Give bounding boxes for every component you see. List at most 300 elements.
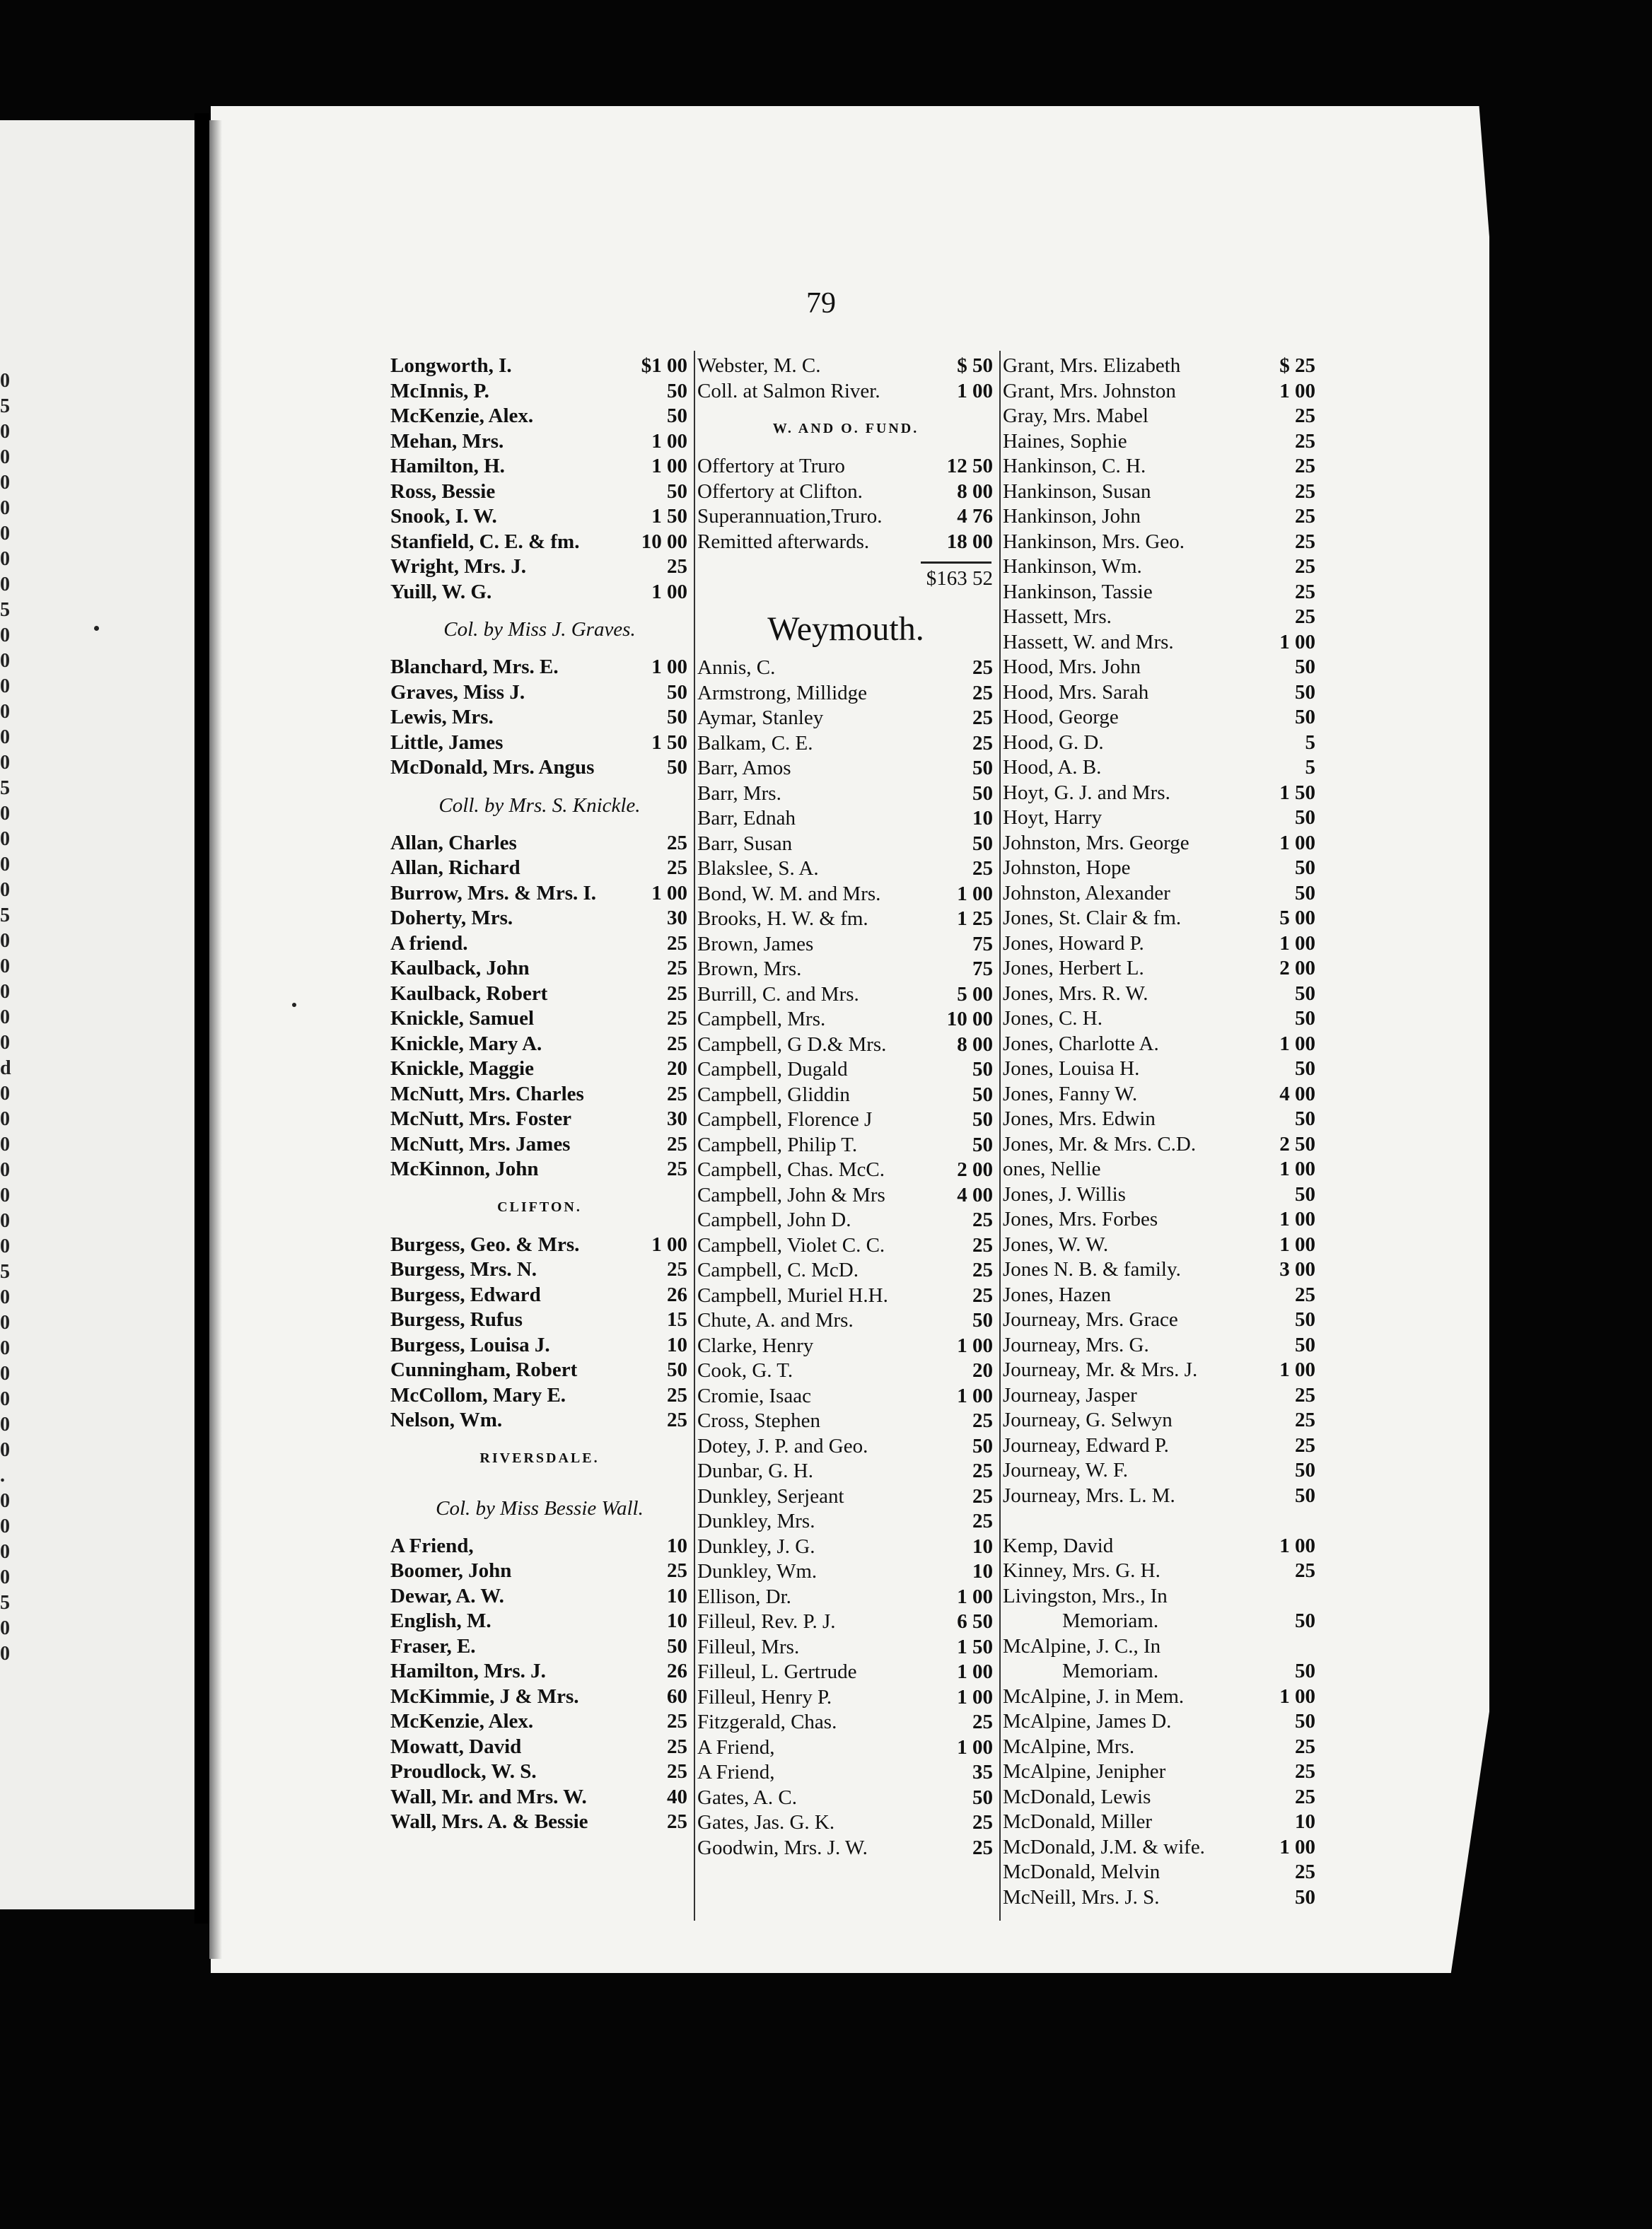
contributor-name: McAlpine, J. C., In bbox=[1003, 1634, 1161, 1658]
contribution-amount: 25 bbox=[667, 1158, 687, 1180]
contributor-name: Hood, Mrs. John bbox=[1003, 656, 1141, 678]
contribution-amount: 8 00 bbox=[957, 479, 993, 503]
list-item bbox=[697, 781, 994, 807]
contributor-name: Campbell, John & Mrs bbox=[697, 1183, 885, 1206]
left-page-digit: 0 bbox=[0, 548, 10, 570]
left-page-digit: 0 bbox=[0, 675, 10, 697]
contribution-amount: 25 bbox=[972, 1233, 993, 1257]
contributor-name: Hamilton, Mrs. J. bbox=[390, 1660, 546, 1682]
left-page-digit: 0 bbox=[0, 650, 10, 672]
contribution-amount: 10 bbox=[972, 1535, 993, 1558]
list-item bbox=[697, 454, 994, 479]
contribution-amount: 3 00 bbox=[1279, 1258, 1315, 1281]
list-item bbox=[697, 1358, 994, 1384]
list-item bbox=[390, 504, 689, 530]
column-divider bbox=[999, 351, 1001, 1921]
list-item bbox=[390, 1810, 689, 1835]
contributor-name: McAlpine, James D. bbox=[1003, 1710, 1172, 1733]
contributor-name: Hood, G. D. bbox=[1003, 731, 1104, 754]
left-page-digit: 0 bbox=[0, 1617, 10, 1639]
left-page-digit: 0 bbox=[0, 752, 10, 774]
left-page-digit: 0 bbox=[0, 1006, 10, 1028]
contribution-amount: 50 bbox=[667, 680, 687, 704]
list-item bbox=[1003, 1634, 1317, 1660]
contribution-amount: 4 76 bbox=[957, 505, 993, 528]
contribution-amount: 1 25 bbox=[957, 907, 993, 930]
list-item bbox=[1003, 1860, 1317, 1885]
left-page-digit: 0 bbox=[0, 1566, 10, 1588]
contributor-name: Filleul, Rev. P. J. bbox=[697, 1610, 836, 1633]
left-page-digit: 0 bbox=[0, 1235, 10, 1257]
list-item bbox=[1003, 956, 1317, 982]
left-page-digit: 0 bbox=[0, 421, 10, 443]
contributor-name: A Friend, bbox=[390, 1534, 474, 1557]
contribution-amount: 25 bbox=[972, 656, 993, 679]
list-item bbox=[390, 404, 689, 429]
list-item bbox=[697, 1233, 994, 1259]
left-page-digit: . bbox=[0, 1465, 5, 1486]
list-item bbox=[697, 957, 994, 982]
list-item bbox=[390, 1659, 689, 1684]
list-item bbox=[390, 1132, 689, 1158]
list-item bbox=[390, 655, 689, 680]
contribution-amount: 2 00 bbox=[1279, 957, 1315, 979]
contributor-name: Haines, Sophie bbox=[1003, 429, 1127, 453]
contributor-name: McKenzie, Alex. bbox=[390, 405, 534, 427]
left-page-digit: 0 bbox=[0, 1337, 10, 1359]
list-item bbox=[390, 881, 689, 907]
contributor-name: Jones, C. H. bbox=[1003, 1007, 1103, 1030]
list-item bbox=[1003, 1032, 1317, 1057]
contribution-amount: 4 00 bbox=[957, 1183, 993, 1206]
contribution-amount: 25 bbox=[667, 1409, 687, 1431]
contribution-amount: 1 00 bbox=[957, 882, 993, 905]
contribution-amount: 25 bbox=[972, 1409, 993, 1432]
contribution-amount: 25 bbox=[667, 982, 687, 1005]
contributor-name: Memoriam. bbox=[1062, 1660, 1159, 1682]
left-page-digit: 0 bbox=[0, 1083, 10, 1105]
left-page-digit: 0 bbox=[0, 803, 10, 825]
list-item bbox=[390, 956, 689, 982]
contribution-amount: 1 00 bbox=[651, 1233, 687, 1256]
list-item bbox=[697, 1308, 994, 1334]
list-item bbox=[390, 1584, 689, 1610]
contributor-name: Dotey, J. P. and Geo. bbox=[697, 1434, 868, 1457]
contributor-name: Remitted afterwards. bbox=[697, 530, 870, 553]
contributor-name: Mehan, Mrs. bbox=[390, 429, 504, 453]
contributor-name: Boomer, John bbox=[390, 1559, 512, 1582]
list-item bbox=[1003, 1182, 1317, 1208]
contribution-amount: 1 00 bbox=[957, 1735, 993, 1759]
list-item bbox=[697, 731, 994, 757]
contribution-amount: 25 bbox=[1295, 1735, 1315, 1758]
contribution-amount: 50 bbox=[972, 1133, 993, 1156]
list-item bbox=[697, 1083, 994, 1108]
contributor-name: McInnis, P. bbox=[390, 379, 489, 402]
contributor-name: Wright, Mrs. J. bbox=[390, 555, 526, 578]
contributor-name: Jones, Mr. & Mrs. C.D. bbox=[1003, 1132, 1197, 1156]
list-item bbox=[697, 1284, 994, 1309]
contribution-amount: 50 bbox=[1295, 1308, 1315, 1331]
contribution-amount: 25 bbox=[1295, 455, 1315, 477]
contribution-amount: 50 bbox=[1295, 1610, 1315, 1632]
contribution-amount: 20 bbox=[972, 1359, 993, 1382]
list-item bbox=[390, 1333, 689, 1358]
list-item bbox=[1003, 1408, 1317, 1433]
contribution-amount: 15 bbox=[667, 1308, 687, 1331]
contributor-name: Filleul, Mrs. bbox=[697, 1635, 800, 1658]
contribution-amount: 1 00 bbox=[651, 429, 687, 453]
list-item bbox=[390, 856, 689, 881]
contribution-amount: 1 00 bbox=[957, 1334, 993, 1357]
contribution-amount: 25 bbox=[1295, 429, 1315, 453]
contribution-amount: 1 50 bbox=[957, 1635, 993, 1658]
contributor-name: Johnston, Alexander bbox=[1003, 881, 1170, 904]
list-item bbox=[1003, 1132, 1317, 1158]
list-item bbox=[697, 1535, 994, 1560]
contribution-amount: 1 00 bbox=[957, 1585, 993, 1608]
contribution-amount: 50 bbox=[1295, 1007, 1315, 1030]
contribution-amount: 50 bbox=[1295, 982, 1315, 1005]
list-item bbox=[697, 932, 994, 958]
contributor-name: Jones, Hazen bbox=[1003, 1283, 1112, 1306]
contribution-amount: 50 bbox=[1295, 1710, 1315, 1733]
contribution-amount: 10 bbox=[667, 1333, 687, 1356]
contribution-amount: 10 bbox=[667, 1584, 687, 1607]
contribution-amount: 1 00 bbox=[1279, 1358, 1315, 1381]
contribution-amount: 50 bbox=[972, 1108, 993, 1131]
contribution-amount: 25 bbox=[1295, 1383, 1315, 1407]
list-item bbox=[1003, 530, 1317, 555]
contributor-name: Knickle, Mary A. bbox=[390, 1032, 542, 1055]
list-item bbox=[390, 1559, 689, 1584]
list-item bbox=[1003, 1835, 1317, 1861]
list-item bbox=[1003, 1559, 1317, 1584]
contributor-name: Wall, Mr. and Mrs. W. bbox=[390, 1785, 587, 1808]
list-item bbox=[390, 1684, 689, 1710]
contributor-name: English, M. bbox=[390, 1610, 491, 1632]
contribution-amount: 5 00 bbox=[1279, 907, 1315, 929]
contributor-name: A Friend, bbox=[697, 1761, 775, 1783]
list-item bbox=[697, 1484, 994, 1510]
contribution-amount: 50 bbox=[1295, 1885, 1315, 1909]
left-page-digit: 0 bbox=[0, 574, 10, 595]
contributor-name: Jones, W. W. bbox=[1003, 1233, 1109, 1256]
contributor-name: Journeay, Mrs. Grace bbox=[1003, 1308, 1178, 1331]
list-item bbox=[697, 1133, 994, 1158]
list-item bbox=[390, 755, 689, 781]
list-item bbox=[1003, 1333, 1317, 1358]
contribution-amount: 5 bbox=[1305, 756, 1315, 779]
contributor-name: Bond, W. M. and Mrs. bbox=[697, 882, 881, 905]
contribution-amount: 50 bbox=[1295, 680, 1315, 704]
list-item bbox=[697, 1786, 994, 1811]
list-item bbox=[697, 681, 994, 706]
contribution-amount: 50 bbox=[1295, 881, 1315, 904]
contributor-name: Chute, A. and Mrs. bbox=[697, 1309, 854, 1332]
contribution-amount: $1 00 bbox=[641, 354, 687, 377]
list-item bbox=[1003, 1785, 1317, 1810]
contributors-column-2 bbox=[697, 354, 994, 1861]
contributor-name: McNeill, Mrs. J. S. bbox=[1003, 1885, 1160, 1909]
list-item bbox=[1003, 504, 1317, 530]
contributor-name: Little, James bbox=[390, 731, 504, 754]
contribution-amount: 10 bbox=[667, 1534, 687, 1557]
speck bbox=[292, 1003, 296, 1007]
left-page-digit: 0 bbox=[0, 446, 10, 468]
contributor-name: Gates, A. C. bbox=[697, 1786, 797, 1809]
contribution-amount: 25 bbox=[1295, 1409, 1315, 1431]
list-item bbox=[390, 1534, 689, 1559]
contributor-name: Jones, Howard P. bbox=[1003, 931, 1144, 955]
contributor-name: McNutt, Mrs. Charles bbox=[390, 1082, 584, 1105]
list-item bbox=[1003, 1810, 1317, 1835]
left-page-digit: 5 bbox=[0, 1592, 10, 1614]
contributor-name: Campbell, John D. bbox=[697, 1209, 851, 1231]
list-item bbox=[697, 656, 994, 681]
contribution-amount: 2 50 bbox=[1279, 1132, 1315, 1156]
list-item bbox=[1003, 1057, 1317, 1082]
contribution-amount: 26 bbox=[667, 1283, 687, 1306]
list-item bbox=[390, 731, 689, 756]
contributor-name: Jones, Mrs. Edwin bbox=[1003, 1107, 1156, 1130]
contributor-name: McAlpine, Mrs. bbox=[1003, 1735, 1135, 1758]
contributor-name: Campbell, Mrs. bbox=[697, 1008, 826, 1030]
list-item bbox=[697, 982, 994, 1008]
contribution-amount: 50 bbox=[667, 706, 687, 728]
contributor-name: Hoyt, G. J. and Mrs. bbox=[1003, 781, 1170, 804]
contribution-amount: 75 bbox=[972, 958, 993, 980]
contributor-name: Jones, Charlotte A. bbox=[1003, 1032, 1159, 1055]
contribution-amount: 6 50 bbox=[957, 1610, 993, 1633]
total-rule bbox=[921, 561, 991, 564]
contributor-name: Coll. at Salmon River. bbox=[697, 379, 880, 402]
list-item bbox=[390, 1634, 689, 1660]
left-page-digit: 5 bbox=[0, 1261, 10, 1283]
contributor-name: Annis, C. bbox=[697, 656, 776, 679]
contributor-name: Barr, Mrs. bbox=[697, 781, 781, 805]
contributor-name: Campbell, C. McD. bbox=[697, 1259, 859, 1281]
list-item bbox=[697, 1158, 994, 1183]
left-page-digit: 0 bbox=[0, 1490, 10, 1512]
list-item bbox=[390, 479, 689, 505]
contribution-amount: 1 00 bbox=[1279, 1835, 1315, 1858]
contributor-name: Brown, Mrs. bbox=[697, 958, 802, 980]
contribution-amount: 25 bbox=[667, 1032, 687, 1055]
speck bbox=[94, 626, 99, 631]
list-item bbox=[697, 907, 994, 932]
contributor-name: Campbell, Muriel H.H. bbox=[697, 1284, 888, 1307]
section-heading: W. AND O. FUND. bbox=[772, 421, 919, 436]
list-item bbox=[390, 982, 689, 1007]
left-page-digit: 0 bbox=[0, 1414, 10, 1436]
list-item bbox=[390, 1032, 689, 1057]
list-item bbox=[390, 1358, 689, 1383]
contributor-name: Journeay, Edward P. bbox=[1003, 1433, 1169, 1457]
contributor-name: Hankinson, Wm. bbox=[1003, 555, 1142, 578]
fund-total bbox=[697, 554, 994, 595]
contribution-amount: 25 bbox=[1295, 1433, 1315, 1457]
contribution-amount: 50 bbox=[972, 1786, 993, 1809]
left-page-digit: 0 bbox=[0, 854, 10, 875]
list-item bbox=[697, 1735, 994, 1761]
contributor-name: Barr, Ednah bbox=[697, 807, 796, 830]
list-item bbox=[1003, 680, 1317, 706]
contributor-name: McKimmie, J & Mrs. bbox=[390, 1684, 579, 1708]
contributor-name: Yuill, W. G. bbox=[390, 580, 492, 603]
contributor-name: A Friend, bbox=[697, 1735, 775, 1759]
contributor-name: McDonald, Miller bbox=[1003, 1810, 1153, 1833]
list-item bbox=[697, 806, 994, 832]
contribution-amount: 25 bbox=[667, 1559, 687, 1582]
list-item bbox=[390, 705, 689, 731]
collector-subheading: Col. by Miss J. Graves. bbox=[443, 618, 636, 641]
list-item bbox=[697, 1585, 994, 1610]
contributor-name: Burgess, Rufus bbox=[390, 1308, 523, 1331]
list-item bbox=[1003, 655, 1317, 680]
list-item bbox=[1003, 554, 1317, 580]
list-item bbox=[390, 1107, 689, 1132]
contribution-amount: 10 bbox=[972, 1560, 993, 1583]
contributor-name: Dunkley, J. G. bbox=[697, 1535, 815, 1558]
contributor-name: Hankinson, C. H. bbox=[1003, 455, 1146, 477]
contributor-name: Campbell, Gliddin bbox=[697, 1083, 850, 1106]
contributor-name: Ellison, Dr. bbox=[697, 1585, 791, 1608]
contributor-name: Superannuation,Truro. bbox=[697, 505, 883, 528]
contribution-amount: 1 00 bbox=[1279, 379, 1315, 402]
list-item bbox=[390, 1609, 689, 1634]
left-page-digit: 0 bbox=[0, 701, 10, 723]
list-item bbox=[1003, 479, 1317, 505]
contribution-amount: 1 00 bbox=[957, 1660, 993, 1683]
list-item bbox=[1003, 1609, 1317, 1634]
contributor-name: Burrow, Mrs. & Mrs. I. bbox=[390, 881, 597, 904]
contribution-amount: $ 25 bbox=[1279, 354, 1315, 377]
contributor-name: Burgess, Geo. & Mrs. bbox=[390, 1233, 580, 1256]
contribution-amount: 1 00 bbox=[957, 1384, 993, 1407]
contribution-amount: 50 bbox=[1295, 856, 1315, 879]
section-heading: RIVERSDALE. bbox=[479, 1450, 600, 1466]
contribution-amount: 25 bbox=[667, 1258, 687, 1281]
contributor-name: Gray, Mrs. Mabel bbox=[1003, 405, 1148, 427]
contribution-amount: 50 bbox=[972, 757, 993, 779]
contribution-amount: 25 bbox=[972, 1209, 993, 1231]
list-item bbox=[697, 1208, 994, 1233]
contributor-name: Goodwin, Mrs. J. W. bbox=[697, 1836, 868, 1859]
left-page-digit: 5 bbox=[0, 395, 10, 417]
contribution-amount: 50 bbox=[667, 405, 687, 427]
list-item bbox=[697, 1107, 994, 1133]
contributor-name: Fitzgerald, Chas. bbox=[697, 1711, 837, 1733]
contributor-name: McCollom, Mary E. bbox=[390, 1383, 566, 1407]
list-item bbox=[697, 1660, 994, 1685]
contribution-amount: 10 bbox=[667, 1610, 687, 1632]
list-item bbox=[1003, 1006, 1317, 1032]
contribution-amount: 1 00 bbox=[1279, 1208, 1315, 1230]
section-heading: CLIFTON. bbox=[497, 1199, 582, 1215]
contributor-name: Fraser, E. bbox=[390, 1634, 476, 1658]
contributor-name: Jones N. B. & family. bbox=[1003, 1258, 1181, 1281]
list-item bbox=[1003, 831, 1317, 856]
contribution-amount: 25 bbox=[1295, 1760, 1315, 1783]
contribution-amount: 50 bbox=[1295, 1333, 1315, 1356]
list-item bbox=[1003, 1684, 1317, 1710]
contributors-column-1 bbox=[390, 354, 689, 1835]
contributor-name: McKinnon, John bbox=[390, 1158, 539, 1180]
contribution-amount: 25 bbox=[972, 1460, 993, 1482]
list-item bbox=[1003, 1283, 1317, 1308]
contributors-column-3 bbox=[1003, 354, 1317, 1910]
list-item bbox=[1003, 856, 1317, 881]
contributor-name: Filleul, Henry P. bbox=[697, 1685, 832, 1709]
contribution-amount: 1 00 bbox=[651, 656, 687, 678]
contributor-name: Kemp, David bbox=[1003, 1534, 1114, 1557]
contributor-name: Balkam, C. E. bbox=[697, 731, 813, 755]
list-item bbox=[697, 479, 994, 505]
contribution-amount: 1 50 bbox=[1279, 781, 1315, 804]
contributor-name: McNutt, Mrs. James bbox=[390, 1132, 571, 1156]
contribution-amount: 50 bbox=[972, 832, 993, 855]
contribution-amount: 30 bbox=[667, 907, 687, 929]
contribution-amount: 1 00 bbox=[1279, 831, 1315, 854]
contribution-amount: 10 bbox=[1295, 1810, 1315, 1833]
contribution-amount: 25 bbox=[667, 1007, 687, 1030]
list-item bbox=[390, 429, 689, 455]
contribution-amount: 25 bbox=[972, 1510, 993, 1532]
list-item bbox=[1003, 1207, 1317, 1233]
list-item bbox=[390, 1257, 689, 1283]
contributor-name: Journeay, G. Selwyn bbox=[1003, 1409, 1173, 1431]
left-page-digit: 0 bbox=[0, 1032, 10, 1054]
list-item bbox=[390, 379, 689, 405]
contributor-name: Hood, Mrs. Sarah bbox=[1003, 680, 1149, 704]
contribution-amount: 25 bbox=[972, 1259, 993, 1281]
contribution-amount: 25 bbox=[667, 1735, 687, 1758]
contributor-name: Dewar, A. W. bbox=[390, 1584, 504, 1607]
contribution-amount: 26 bbox=[667, 1660, 687, 1682]
contribution-amount: 25 bbox=[667, 957, 687, 979]
left-page-digit: 0 bbox=[0, 981, 10, 1003]
list-item bbox=[390, 1785, 689, 1810]
contribution-amount: 50 bbox=[1295, 1057, 1315, 1080]
contributor-name: Barr, Susan bbox=[697, 832, 793, 855]
list-item bbox=[1003, 931, 1317, 957]
left-page-digit: 0 bbox=[0, 497, 10, 519]
contribution-amount: 1 00 bbox=[957, 379, 993, 402]
list-item bbox=[390, 530, 689, 555]
contributor-name: Brooks, H. W. & fm. bbox=[697, 907, 868, 930]
contributor-name: Graves, Miss J. bbox=[390, 680, 525, 704]
contribution-amount: 1 00 bbox=[1279, 1158, 1315, 1180]
contributor-name: Livingston, Mrs., In bbox=[1003, 1584, 1168, 1607]
list-item bbox=[390, 454, 689, 479]
contribution-amount: 50 bbox=[1295, 656, 1315, 678]
contributor-name: McDonald, Mrs. Angus bbox=[390, 756, 595, 779]
list-item bbox=[390, 906, 689, 931]
contribution-amount: 25 bbox=[1295, 405, 1315, 427]
contribution-amount: 5 00 bbox=[957, 982, 993, 1006]
list-item bbox=[390, 554, 689, 580]
left-page-digit: 0 bbox=[0, 1108, 10, 1130]
left-page-digit: 0 bbox=[0, 726, 10, 748]
contributor-name: Allan, Charles bbox=[390, 831, 517, 854]
contribution-amount: 25 bbox=[667, 1710, 687, 1733]
contributor-name: Longworth, I. bbox=[390, 354, 512, 377]
contribution-amount: 12 50 bbox=[946, 455, 993, 477]
list-item bbox=[1003, 906, 1317, 931]
contribution-amount: 50 bbox=[1295, 1182, 1315, 1206]
contributor-name: Kaulback, Robert bbox=[390, 982, 548, 1005]
